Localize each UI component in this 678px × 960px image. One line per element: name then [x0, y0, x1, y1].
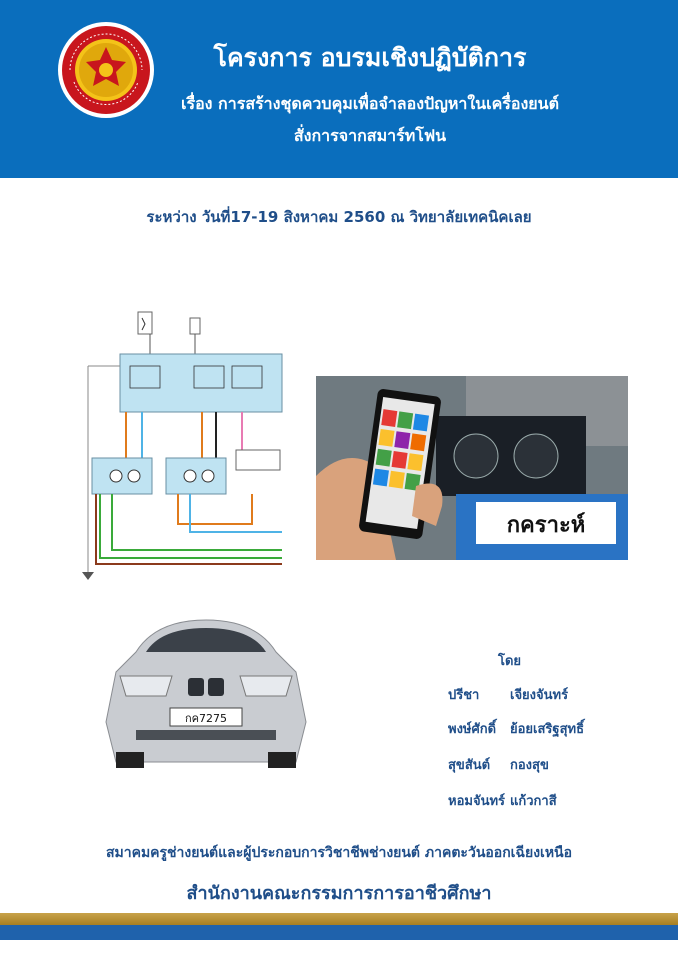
author-first-name: พงษ์ศักดิ์ — [448, 722, 497, 737]
author-last-name: ย้อยเสริฐสุทธิ์ — [510, 722, 585, 737]
author-first-name: ปรีชา — [448, 688, 480, 703]
association-name: สมาคมครูช่างยนต์และผู้ประกอบการวิชาชีพช่างยนต์ ภาคตะวันออกเฉียงเหนือ — [105, 845, 573, 861]
project-title: โครงการ อบรมเชิงปฏิบัติการ — [213, 43, 527, 72]
by-label: โดย — [498, 654, 522, 669]
vocational-commission-logo — [56, 20, 156, 120]
project-subtitle: เรื่อง การสร้างชุดควบคุมเพื่อจำลองปัญหาในเครื่องยนต์ — [181, 94, 559, 113]
project-subtitle-line2: สั่งการจากสมาร์ทโฟน — [293, 126, 447, 145]
svg-text:กค7275: กค7275 — [184, 712, 228, 725]
silver-car-image — [96, 612, 316, 772]
author-row — [448, 718, 584, 739]
svg-text:กคราะห์: กคราะห์ — [506, 513, 586, 538]
author-first-name: สุขสันต์ — [448, 758, 491, 773]
author-first-name: หอมจันทร์ — [448, 794, 506, 809]
header-banner — [0, 0, 678, 178]
author-last-name: แก้วกาสี — [510, 794, 557, 809]
author-row — [448, 754, 549, 775]
date-location: ระหว่าง วันที่17-19 สิงหาคม 2560 ณ วิทยาลัยเทคนิคเลย — [146, 208, 532, 226]
author-last-name: เจียงจันทร์ — [510, 688, 569, 703]
author-last-name: กองสุข — [510, 758, 549, 773]
wiring-diagram-image — [82, 308, 302, 588]
smartphone-control-photo — [316, 376, 628, 560]
footer-blue-bar — [0, 925, 678, 940]
author-row — [448, 684, 568, 705]
office-name: สำนักงานคณะกรรมการการอาชีวศึกษา — [186, 883, 492, 904]
footer-gold-bar — [0, 913, 678, 925]
author-row — [448, 790, 557, 811]
